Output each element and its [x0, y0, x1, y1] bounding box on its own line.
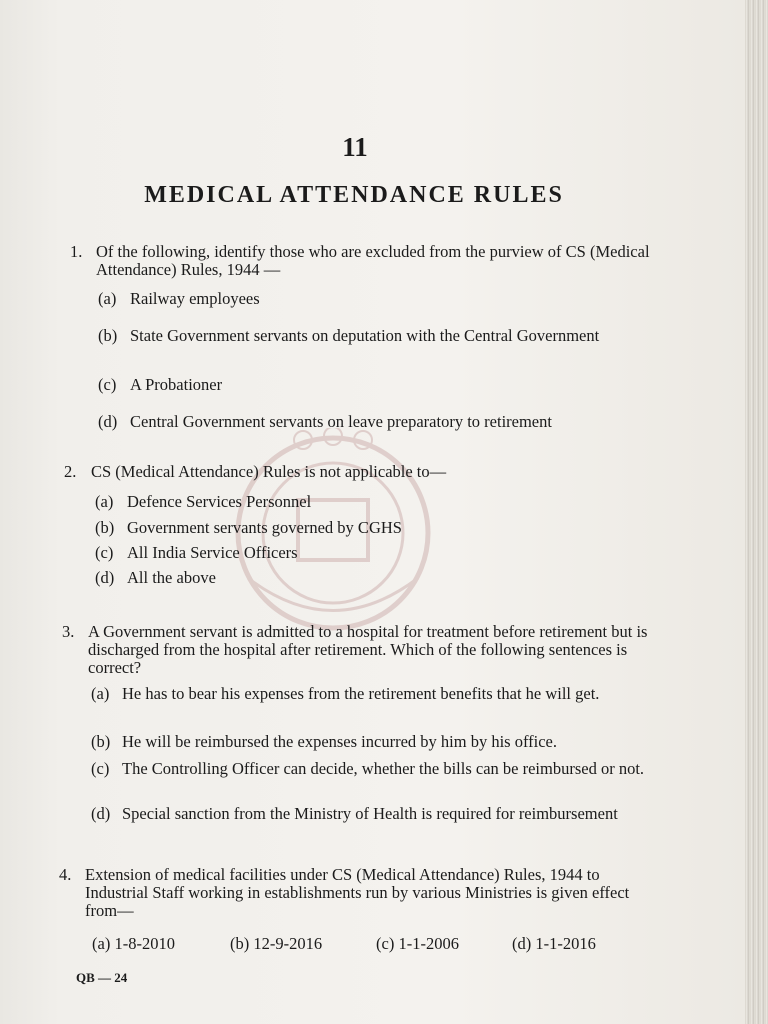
option-3d [91, 805, 661, 823]
question-text: A Government servant is admitted to a hospital for treatment before retirement but is discharged from the hospital after retirement. Which of the following sentences is correct? [88, 622, 648, 677]
question-number: 4. [59, 865, 72, 884]
option-3c [91, 760, 661, 778]
option-text: All the above [127, 568, 216, 587]
question-4-options [92, 934, 652, 956]
option-label: (c) [98, 375, 117, 394]
option-2d [95, 569, 655, 587]
page-footer: QB — 24 [76, 970, 128, 985]
option-label: (c) [95, 543, 114, 562]
option-3b [91, 733, 661, 751]
question-3 [62, 623, 658, 677]
option-2b [95, 519, 655, 537]
option-4c [376, 934, 459, 954]
option-text: Central Government servants on leave preparatory to retirement [130, 412, 552, 431]
option-text: 1-8-2010 [114, 934, 175, 953]
option-text: 1-1-2016 [535, 934, 596, 953]
option-label: (a) [98, 289, 117, 308]
option-2c [95, 544, 655, 562]
option-label: (b) [230, 934, 250, 953]
option-1d [98, 413, 658, 431]
option-4d [512, 934, 596, 954]
option-4b [230, 934, 322, 954]
book-page-edges [745, 0, 768, 1024]
chapter-title: MEDICAL ATTENDANCE RULES [144, 182, 564, 208]
question-1 [70, 243, 670, 279]
option-text: The Controlling Officer can decide, whether the bills can be reimbursed or not. [122, 759, 645, 778]
option-text: Government servants governed by CGHS [127, 518, 402, 537]
option-label: (d) [91, 804, 111, 823]
option-label: (c) [91, 759, 110, 778]
option-label: (b) [95, 518, 115, 537]
option-text: He will be reimbursed the expenses incurred by him by his office. [122, 732, 557, 751]
option-text: All India Service Officers [127, 543, 298, 562]
question-4 [59, 866, 649, 920]
option-text: State Government servants on deputation with the Central Government [130, 326, 600, 345]
question-number: 3. [62, 622, 75, 641]
option-text: Defence Services Personnel [127, 492, 312, 511]
option-4a [92, 934, 175, 954]
option-label: (c) [376, 934, 395, 953]
question-text: CS (Medical Attendance) Rules is not applicable to— [91, 462, 447, 481]
option-text: Railway employees [130, 289, 260, 308]
option-label: (d) [98, 412, 118, 431]
question-text: Extension of medical facilities under CS (Medical Attendance) Rules, 1944 to Industrial Staff working in establishments run by various Ministries is given effect from— [85, 865, 630, 920]
option-text: He has to bear his expenses from the retirement benefits that he will get. [122, 684, 600, 703]
option-2a [95, 493, 655, 511]
option-label: (d) [95, 568, 115, 587]
question-number: 2. [64, 462, 77, 481]
chapter-number: 11 [342, 132, 368, 162]
option-1a [98, 290, 658, 308]
option-label: (a) [92, 934, 111, 953]
option-label: (b) [91, 732, 111, 751]
question-text: Of the following, identify those who are excluded from the purview of CS (Medical Attendance) Rules, 1944 — [96, 242, 650, 279]
question-2 [64, 463, 664, 481]
option-1b [98, 327, 658, 345]
option-label: (a) [91, 684, 110, 703]
option-text: 1-1-2006 [398, 934, 459, 953]
question-number: 1. [70, 242, 83, 261]
option-text: Special sanction from the Ministry of Health is required for reimbursement [122, 804, 618, 823]
option-label: (d) [512, 934, 532, 953]
option-1c [98, 376, 658, 394]
option-3a [91, 685, 661, 703]
option-label: (a) [95, 492, 114, 511]
option-label: (b) [98, 326, 118, 345]
option-text: 12-9-2016 [253, 934, 323, 953]
option-text: A Probationer [130, 375, 223, 394]
